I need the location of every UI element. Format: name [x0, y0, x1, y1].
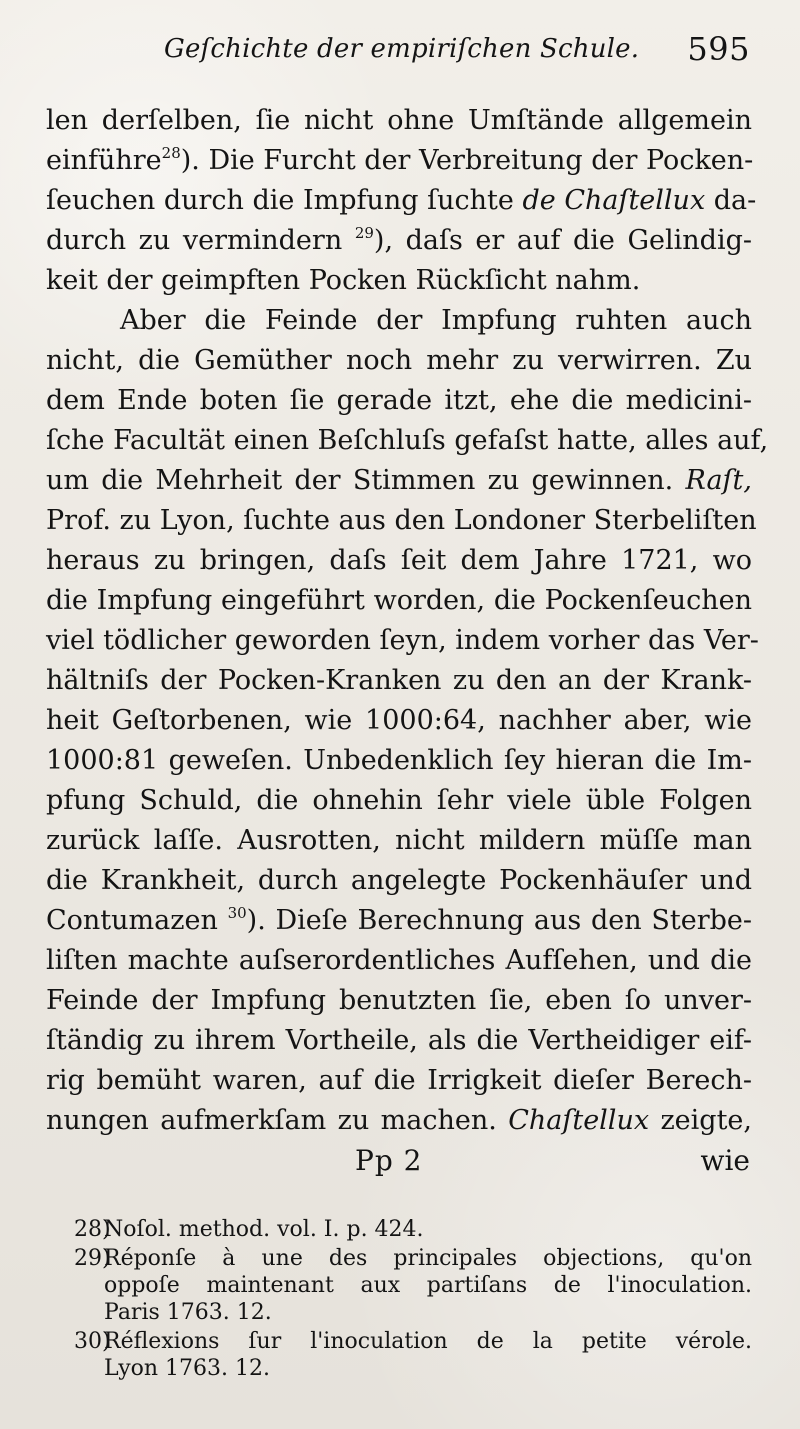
- footnote-ref-29: 29: [354, 224, 374, 242]
- author-name-rast: Raſt,: [685, 465, 752, 496]
- paragraph-2-line-9: viel tödlicher geworden ſeyn, indem vorher das Ver-: [46, 625, 759, 656]
- footnote-29: [74, 1245, 752, 1326]
- paragraph-2-line-5: um die Mehrheit der Stimmen zu gewinnen. Raſt,: [46, 465, 752, 496]
- paragraph-2-line-14: zurück laſſe. Ausrotten, nicht mildern müſſe man: [46, 825, 752, 856]
- text-line-1: len derſelben, ſie nicht ohne Umſtände allgemein: [46, 105, 752, 136]
- paragraph-2-line-7: heraus zu bringen, daſs ſeit dem Jahre 1721, wo: [46, 545, 752, 576]
- footnote-text: Réponſe à une des principales objections, qu'on oppoſe maintenant aux partiſans de l'inoculation. Paris 1763. 12.: [104, 1246, 752, 1325]
- paragraph-2-line-16: Contumazen $^{30}$). Dieſe Berechnung aus den Sterbe-: [46, 904, 752, 936]
- paragraph-2-line-2: nicht, die Gemüther noch mehr zu verwirren. Zu: [46, 345, 752, 376]
- paragraph-2-line-12: 1000:81 geweſen. Unbedenklich ſey hieran die Im-: [46, 745, 752, 776]
- paragraph-2-line-4: ſche Facultät einen Beſchluſs gefaſst hatte, alles auf,: [46, 425, 769, 456]
- footnote-number: 30): [74, 1329, 111, 1354]
- footnote-30: [74, 1328, 752, 1382]
- paragraph-2-line-11: heit Geſtorbenen, wie 1000:64, nachher aber, wie: [46, 705, 752, 736]
- author-name-chastellux-2: Chaſtellux: [508, 1105, 650, 1136]
- paragraph-2-line-6: Prof. zu Lyon, ſuchte aus den Londoner Sterbeliſten: [46, 505, 757, 536]
- main-text: [46, 101, 769, 1141]
- paragraph-2-line-1: Aber die Feinde der Impfung ruhten auch: [120, 305, 752, 336]
- footnote-ref-30: 30: [227, 904, 247, 922]
- footnotes: [74, 1216, 752, 1384]
- paragraph-2-line-20: rig bemüht waren, auf die Irrigkeit dieſer Berech-: [46, 1065, 752, 1096]
- text-line-2: einführe$^{28}$). Die Furcht der Verbreitung der Pocken-: [46, 144, 754, 176]
- paragraph-2-line-13: pfung Schuld, die ohnehin ſehr viele üble Folgen: [46, 785, 752, 816]
- paragraph-2-line-3: dem Ende boten ſie gerade itzt, ehe die medicini-: [46, 385, 752, 416]
- paragraph-2-line-15: die Krankheit, durch angelegte Pockenhäuſer und: [46, 865, 752, 896]
- text-line-5: keit der geimpften Pocken Rückſicht nahm.: [46, 265, 641, 296]
- author-name-chastellux: de Chaſtellux: [522, 185, 706, 216]
- paragraph-2-line-21: nungen aufmerkſam zu machen. Chaſtellux zeigte,: [46, 1105, 752, 1136]
- paragraph-2-line-19: ſtändig zu ihrem Vortheile, als die Vertheidiger eif-: [46, 1025, 752, 1056]
- footnote-text: Noſol. method. vol. I. p. 424.: [104, 1217, 424, 1242]
- paragraph-2-line-8: die Impfung eingeführt worden, die Pockenſeuchen: [46, 585, 752, 616]
- running-title: Geſchichte der empiriſchen Schule.: [164, 34, 640, 64]
- footnote-text: Réflexions ſur l'inoculation de la petite vérole. Lyon 1763. 12.: [104, 1329, 752, 1381]
- footnote-ref-28: 28: [161, 144, 181, 162]
- footnote-28: [74, 1216, 752, 1243]
- catchword: wie: [700, 1144, 750, 1177]
- footnote-number: 29): [74, 1246, 111, 1271]
- footnote-number: 28): [74, 1217, 111, 1242]
- page-number: 595: [687, 30, 750, 68]
- page-footer: [0, 1144, 800, 1184]
- page-header: [0, 26, 800, 78]
- paragraph-2-line-17: liſten machte auſserordentliches Aufſehen, und die: [46, 945, 752, 976]
- text-line-3: ſeuchen durch die Impfung ſuchte de Chaſtellux da-: [46, 185, 757, 216]
- text-line-4: durch zu vermindern $^{29}$), daſs er auf die Gelindig-: [46, 224, 752, 256]
- paragraph-2-line-10: hältniſs der Pocken-Kranken zu den an der Krank-: [46, 665, 752, 696]
- signature-mark: Pp 2: [355, 1144, 423, 1177]
- paragraph-2-line-18: Feinde der Impfung benutzten ſie, eben ſo unver-: [46, 985, 752, 1016]
